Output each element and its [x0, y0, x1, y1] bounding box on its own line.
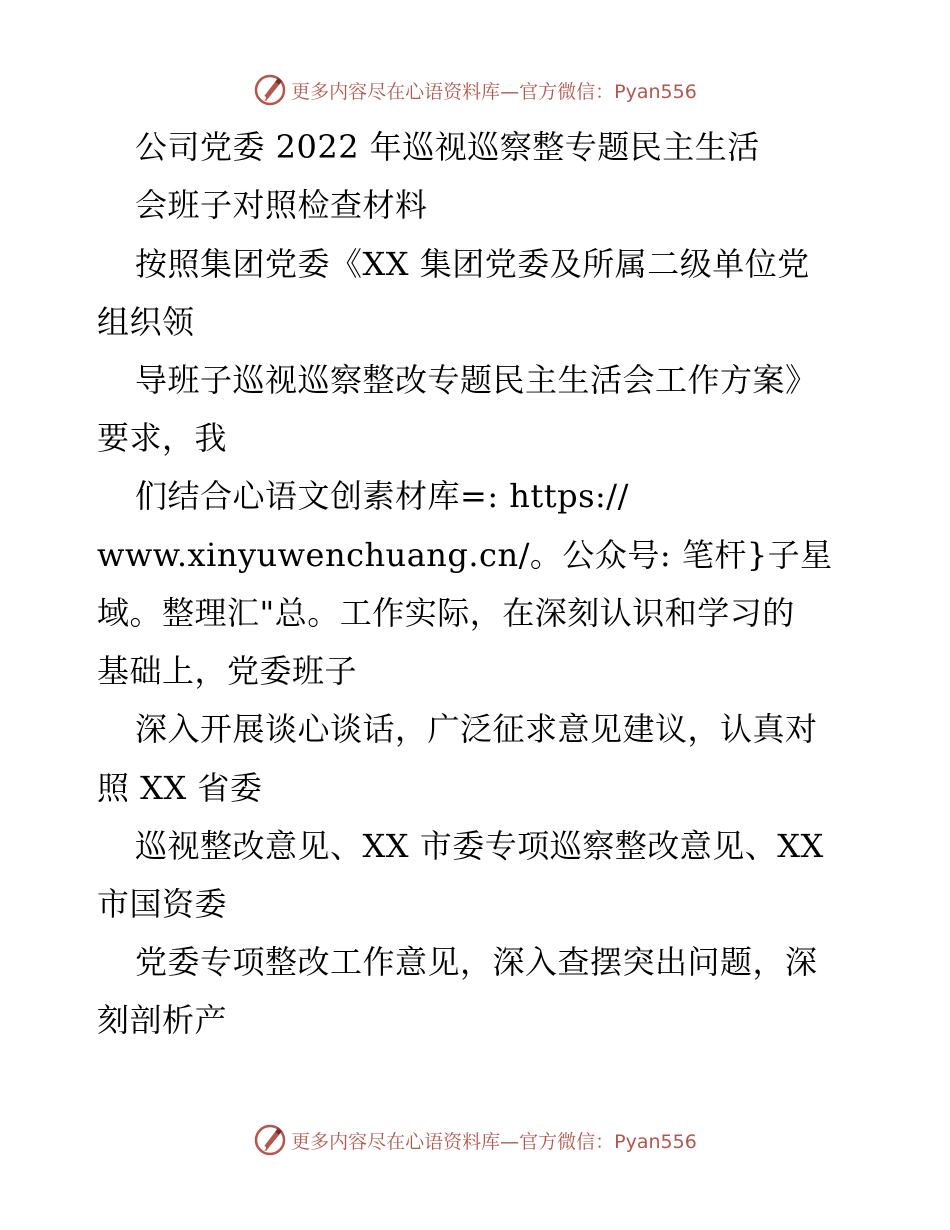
watermark-text: 更多内容尽在心语资料库—官方微信：Pyan556: [291, 1130, 697, 1153]
pen-logo-icon: [253, 73, 287, 107]
paragraph-line: 党委专项整改工作意见，深入查摆突出问题，深: [135, 943, 818, 981]
paragraph-line: 域。整理汇"总。工作实际，在深刻认识和学习的: [97, 594, 795, 632]
paragraph-line: 深入开展谈心谈话，广泛征求意见建议，认真对: [135, 710, 818, 748]
paragraph-line: 要求，我: [97, 419, 228, 457]
paragraph-line: 市国资委: [97, 885, 228, 923]
paragraph-line: 照 XX 省委: [97, 769, 263, 807]
paragraph-line: 刻剖析产: [97, 1001, 228, 1039]
doc-title-line-2: 会班子对照检查材料: [135, 186, 428, 224]
paragraph-line: 按照集团党委《XX 集团党委及所属二级单位党: [135, 245, 810, 283]
paragraph-line: 组织领: [97, 303, 195, 341]
paragraph-line: www.xinyuwenchuang.cn/。公众号: 笔杆}子星: [97, 536, 833, 574]
paragraph-line: 们结合心语文创素材库=: https://: [135, 477, 629, 515]
pen-logo-icon: [253, 1123, 287, 1157]
paragraph-line: 导班子巡视巡察整改专题民主生活会工作方案》: [135, 361, 818, 399]
watermark-text: 更多内容尽在心语资料库—官方微信：Pyan556: [291, 80, 697, 103]
doc-title-line-1: 公司党委 2022 年巡视巡察整专题民主生活: [135, 128, 760, 166]
paragraph-line: 巡视整改意见、XX 市委专项巡察整改意见、XX: [135, 827, 824, 865]
paragraph-line: 基础上，党委班子: [97, 652, 358, 690]
watermark-footer: [0, 1120, 950, 1160]
watermark-header: [0, 70, 950, 110]
